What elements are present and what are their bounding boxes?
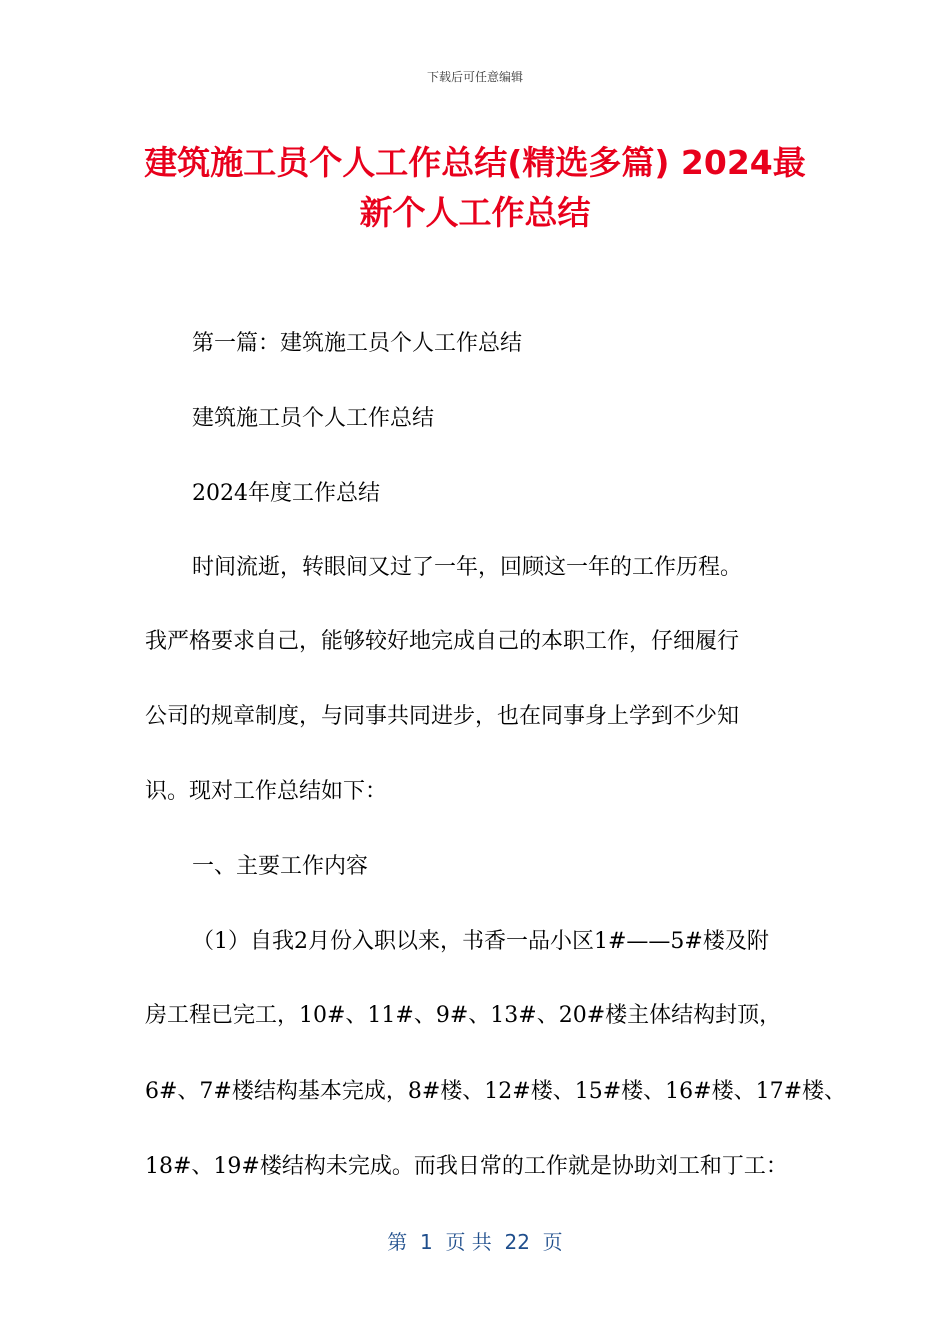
body-paragraph-line: 房工程已完工，10#、11#、9#、13#、20#楼主体结构封顶，	[145, 1003, 782, 1028]
header-note: 下载后可任意编辑	[426, 70, 523, 84]
document-title	[140, 138, 810, 238]
body-paragraph-line: （1）自我2月份入职以来，书香一品小区1#——5#楼及附	[192, 929, 769, 954]
body-paragraph-line: 18#、19#楼结构未完成。而我日常的工作就是协助刘工和丁工：	[145, 1154, 788, 1179]
body-paragraph-line: 公司的规章制度，与同事共同进步，也在同事身上学到不少知	[145, 704, 740, 729]
title-line-1: 建筑施工员个人工作总结(精选多篇) 2024最	[144, 143, 806, 182]
body-paragraph-line: 6#、7#楼结构基本完成，8#楼、12#楼、15#楼、16#楼、17#楼、	[145, 1079, 847, 1104]
subsection-heading: 一、主要工作内容	[192, 854, 369, 879]
subtitle: 建筑施工员个人工作总结	[192, 406, 435, 431]
year-heading: 2024年度工作总结	[192, 481, 380, 506]
body-paragraph-line: 时间流逝，转眼间又过了一年，回顾这一年的工作历程。	[192, 555, 743, 580]
page-number-footer: 第 1 页 共 22 页	[387, 1230, 563, 1254]
body-paragraph-line: 识。现对工作总结如下：	[145, 779, 388, 804]
section-heading: 第一篇：建筑施工员个人工作总结	[192, 331, 523, 356]
title-line-2: 新个人工作总结	[359, 193, 591, 232]
body-paragraph-line: 我严格要求自己，能够较好地完成自己的本职工作，仔细履行	[145, 629, 740, 654]
